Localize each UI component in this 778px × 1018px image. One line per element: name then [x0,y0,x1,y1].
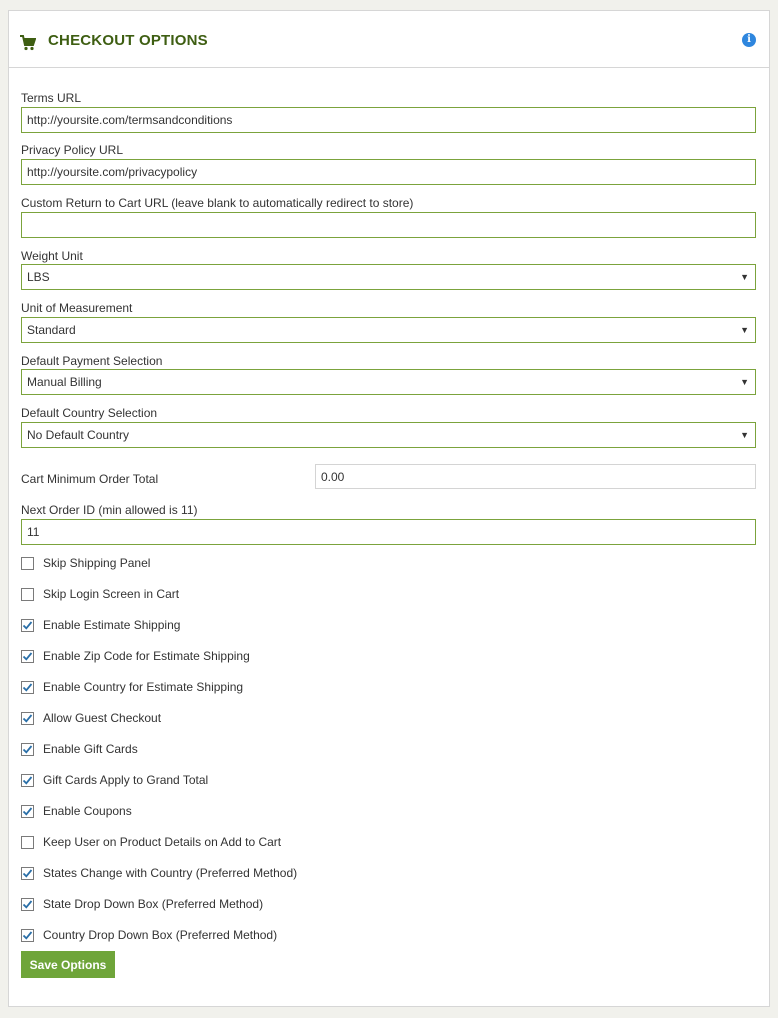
measurement-unit-value: Standard [27,323,76,337]
checkbox-checked[interactable] [21,650,34,663]
checkbox-unchecked[interactable] [21,836,34,849]
checkbox-checked[interactable] [21,712,34,725]
measurement-unit-select[interactable] [21,317,756,343]
min-order-total-input[interactable] [315,464,756,489]
checkmark-icon [22,713,33,724]
checkbox-checked[interactable] [21,929,34,942]
checkbox-label: Enable Estimate Shipping [43,618,181,632]
checkmark-icon [22,930,33,941]
checkbox-checked[interactable] [21,805,34,818]
checkbox-unchecked[interactable] [21,557,34,570]
checkbox-label: Gift Cards Apply to Grand Total [43,773,209,787]
return-url-input[interactable] [21,212,756,238]
checkmark-icon [22,651,33,662]
checkout-options-panel [8,10,770,1007]
checkbox-checked[interactable] [21,743,34,756]
checkbox-checked[interactable] [21,681,34,694]
dropdown-arrow-icon: ▼ [740,430,749,440]
checkmark-icon [22,806,33,817]
checkbox-label: Country Drop Down Box (Preferred Method) [43,928,278,942]
weight-unit-select[interactable] [21,264,756,290]
return-url-label: Custom Return to Cart URL (leave blank to automatically redirect to store) [21,196,414,210]
checkbox-checked[interactable] [21,867,34,880]
default-country-value: No Default Country [27,428,130,442]
checkmark-icon [22,775,33,786]
checkbox-label: Skip Login Screen in Cart [43,587,180,601]
checkbox-label: Skip Shipping Panel [43,556,151,570]
default-payment-label: Default Payment Selection [21,354,163,368]
next-order-id-label: Next Order ID (min allowed is 11) [21,503,198,517]
checkbox-checked[interactable] [21,898,34,911]
panel-header [9,11,769,68]
checkmark-icon [22,682,33,693]
weight-unit-value: LBS [27,270,50,284]
checkmark-icon [22,744,33,755]
checkmark-icon [22,899,33,910]
checkbox-label: Enable Coupons [43,804,132,818]
dropdown-arrow-icon: ▼ [740,325,749,335]
checkbox-unchecked[interactable] [21,588,34,601]
checkbox-label: State Drop Down Box (Preferred Method) [43,897,264,911]
save-options-button[interactable]: Save Options [21,951,115,978]
checkbox-label: Enable Country for Estimate Shipping [43,680,244,694]
shopping-cart-icon [20,35,36,51]
next-order-id-input[interactable] [21,519,756,545]
checkbox-label: Enable Gift Cards [43,742,138,756]
weight-unit-label: Weight Unit [21,249,83,263]
terms-url-input[interactable] [21,107,756,133]
checkbox-label: Enable Zip Code for Estimate Shipping [43,649,250,663]
checkbox-label: States Change with Country (Preferred Method) [43,866,298,880]
default-country-label: Default Country Selection [21,406,158,420]
default-country-select[interactable] [21,422,756,448]
checkmark-icon [22,868,33,879]
dropdown-arrow-icon: ▼ [740,272,749,282]
privacy-url-label: Privacy Policy URL [21,143,124,157]
page-title: CHECKOUT OPTIONS [48,32,208,49]
terms-url-label: Terms URL [21,91,82,105]
measurement-unit-label: Unit of Measurement [21,301,133,315]
checkbox-label: Allow Guest Checkout [43,711,162,725]
default-payment-select[interactable] [21,369,756,395]
checkbox-checked[interactable] [21,774,34,787]
privacy-url-input[interactable] [21,159,756,185]
checkmark-icon [22,620,33,631]
checkbox-checked[interactable] [21,619,34,632]
default-payment-value: Manual Billing [27,375,102,389]
min-order-total-label: Cart Minimum Order Total [21,472,159,486]
dropdown-arrow-icon: ▼ [740,377,749,387]
checkbox-label: Keep User on Product Details on Add to Cart [43,835,282,849]
info-icon[interactable]: i [742,33,756,47]
